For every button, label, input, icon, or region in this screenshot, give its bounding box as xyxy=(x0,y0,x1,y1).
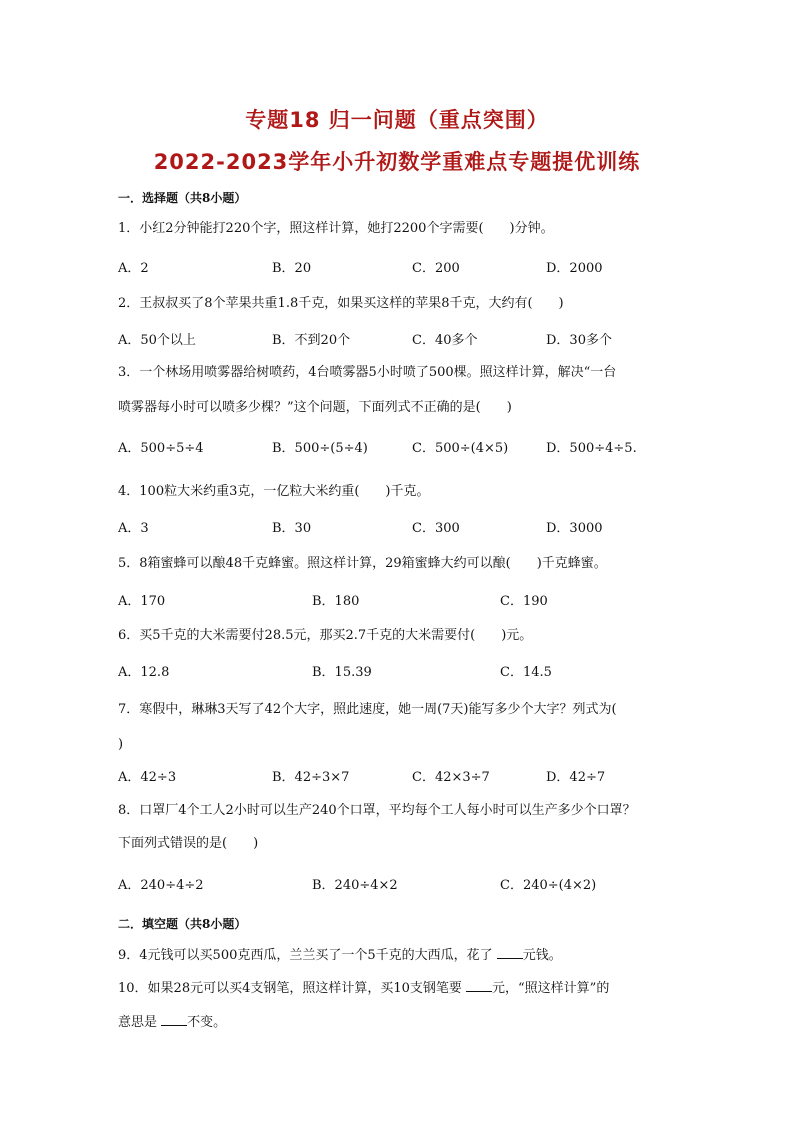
question-7-line-2: ) xyxy=(118,737,124,752)
q2-option-c: C．40多个 xyxy=(412,333,478,348)
question-3-line-2: 喷雾器每小时可以喷多少棵？”这个问题，下面列式不正确的是( ) xyxy=(118,400,512,415)
q8-option-c: C．240÷(4×2) xyxy=(500,878,597,893)
question-2: 2．王叔叔买了8个苹果共重1.8千克，如果买这样的苹果8千克，大约有( ) xyxy=(118,296,564,311)
question-3-line-1: 3．一个林场用喷雾器给树喷药，4台喷雾器5小时喷了500棵。照这样计算，解决“一台 xyxy=(118,365,617,380)
question-5: 5．8箱蜜蜂可以酿48千克蜂蜜。照这样计算，29箱蜜蜂大约可以酿( )千克蜂蜜。 xyxy=(118,556,607,571)
question-9 xyxy=(118,946,562,964)
q10-blank-1 xyxy=(466,979,492,992)
q9-blank xyxy=(497,946,523,959)
q2-option-a: A．50个以上 xyxy=(118,333,196,348)
title-line-2: 2022-2023学年小升初数学重难点专题提优训练 xyxy=(153,150,641,174)
q3-option-c: C．500÷(4×5) xyxy=(412,441,509,456)
q3-option-a: A．500÷5÷4 xyxy=(118,441,204,456)
q10-blank-2 xyxy=(161,1013,187,1026)
q1-option-b: B．20 xyxy=(272,261,312,276)
question-8-line-2: 下面列式错误的是( ) xyxy=(118,836,259,851)
q5-option-b: B．180 xyxy=(312,594,360,609)
q4-option-a: A．3 xyxy=(118,521,149,536)
question-10-line-2 xyxy=(118,1013,226,1031)
q10-text-before: 10．如果28元可以买4支钢笔，照这样计算，买10支钢笔要 xyxy=(118,981,467,996)
question-8-line-1: 8．口罩厂4个工人2小时可以生产240个口罩，平均每个工人每小时可以生产多少个口罩？ xyxy=(118,803,636,818)
q2-option-d: D．30多个 xyxy=(546,333,612,348)
q6-option-c: C．14.5 xyxy=(500,665,552,680)
q4-option-b: B．30 xyxy=(272,521,312,536)
q5-option-a: A．170 xyxy=(118,594,166,609)
q1-option-a: A．2 xyxy=(118,261,149,276)
q2-option-b: B．不到20个 xyxy=(272,333,351,348)
q7-option-b: B．42÷3×7 xyxy=(272,770,350,785)
q9-text-after: 元钱。 xyxy=(522,948,562,963)
section-heading-fill: 二．填空题（共8小题） xyxy=(118,917,247,931)
question-1: 1．小红2分钟能打220个字，照这样计算，她打2200个字需要( )分钟。 xyxy=(118,221,554,236)
q4-option-d: D．3000 xyxy=(546,521,603,536)
q3-option-b: B．500÷(5÷4) xyxy=(272,441,368,456)
q1-option-d: D．2000 xyxy=(546,261,603,276)
q10-text-after: 元，“照这样计算”的 xyxy=(492,981,610,996)
question-4: 4．100粒大米约重3克，一亿粒大米约重( )千克。 xyxy=(118,484,430,499)
q6-option-b: B．15.39 xyxy=(312,665,372,680)
question-7-line-1: 7．寒假中，琳琳3天写了42个大字，照此速度，她一周(7天)能写多少个大字？列式为( xyxy=(118,702,617,717)
q1-option-c: C．200 xyxy=(412,261,460,276)
q7-option-c: C．42×3÷7 xyxy=(412,770,490,785)
q9-text-before: 9．4元钱可以买500克西瓜，兰兰买了一个5千克的大西瓜，花了 xyxy=(118,948,497,963)
question-10-line-1 xyxy=(118,979,609,997)
question-6: 6．买5千克的大米需要付28.5元，那买2.7千克的大米需要付( )元。 xyxy=(118,628,533,643)
q7-option-a: A．42÷3 xyxy=(118,770,177,785)
q5-option-c: C．190 xyxy=(500,594,548,609)
q7-option-d: D．42÷7 xyxy=(546,770,606,785)
q10-line2-before: 意思是 xyxy=(118,1015,162,1030)
q10-line2-after: 不变。 xyxy=(187,1015,227,1030)
q8-option-b: B．240÷4×2 xyxy=(312,878,398,893)
q6-option-a: A．12.8 xyxy=(118,665,170,680)
title-line-1: 专题18 归一问题（重点突围） xyxy=(245,108,549,132)
section-heading-choice: 一．选择题（共8小题） xyxy=(118,191,247,205)
q3-option-d: D．500÷4÷5. xyxy=(546,441,637,456)
q8-option-a: A．240÷4÷2 xyxy=(118,878,204,893)
q4-option-c: C．300 xyxy=(412,521,460,536)
